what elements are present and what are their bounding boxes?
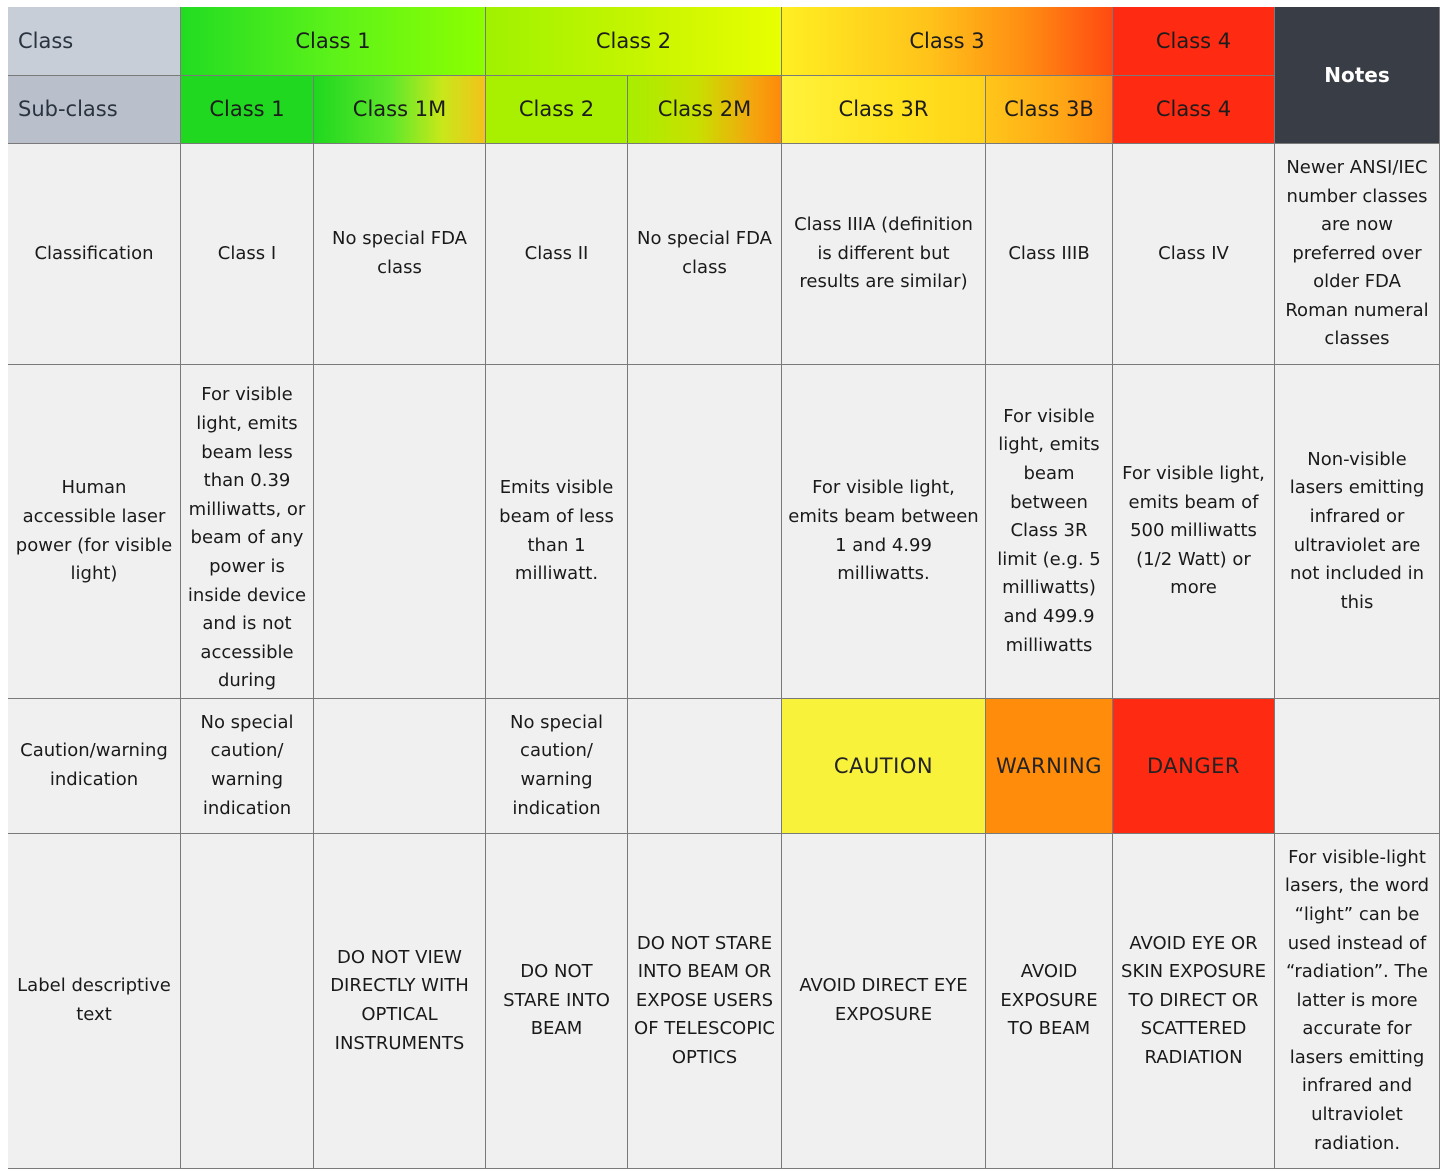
- warning-class2: No special caution/ warning indication: [486, 699, 628, 834]
- laser-class-table: [8, 7, 1440, 1169]
- warning-class2m: [628, 699, 782, 834]
- warning-class1: No special caution/ warning indication: [181, 699, 314, 834]
- subclass-1-header: Class 1: [181, 76, 314, 144]
- label-text-class1m: DO NOT VIEW DIRECTLY WITH OPTICAL INSTRUMENTS: [314, 834, 486, 1169]
- classification-class4: Class IV: [1113, 144, 1275, 365]
- class-3-header: Class 3: [782, 7, 1113, 76]
- warning-note: [1275, 699, 1440, 834]
- power-note: Non-visible lasers emitting infrared or ultraviolet are not included in this: [1275, 365, 1440, 699]
- subclass-3b-header: Class 3B: [986, 76, 1113, 144]
- label-text-class2m: DO NOT STARE INTO BEAM OR EXPOSE USERS OF TELESCOPIC OPTICS: [628, 834, 782, 1169]
- warning-class1m: [314, 699, 486, 834]
- label-text-note: For visible-light lasers, the word “light” can be used instead of “radiation”. The latter is more accurate for lasers emitting infrared and ultraviolet radiation.: [1275, 834, 1440, 1169]
- power-class2: Emits visible beam of less than 1 milliwatt.: [486, 365, 628, 699]
- label-text-class3r: AVOID DIRECT EYE EXPOSURE: [782, 834, 986, 1169]
- subclass-4-header: Class 4: [1113, 76, 1275, 144]
- class-row-label: Class: [8, 7, 181, 76]
- label-text-class3b: AVOID EXPOSURE TO BEAM: [986, 834, 1113, 1169]
- class-2-header: Class 2: [486, 7, 782, 76]
- power-class2m: [628, 365, 782, 699]
- class-4-header: Class 4: [1113, 7, 1275, 76]
- power-class3b: For visible light, emits beam between Class 3R limit (e.g. 5 milliwatts) and 499.9 milliwatts: [986, 365, 1113, 699]
- classification-class1m: No special FDA class: [314, 144, 486, 365]
- power-class1m: [314, 365, 486, 699]
- caution-badge: CAUTION: [782, 699, 986, 834]
- classification-class1: Class I: [181, 144, 314, 365]
- warning-label: Caution/warning indication: [8, 699, 181, 834]
- classification-class3r: Class IIIA (definition is different but results are similar): [782, 144, 986, 365]
- label-text-class4: AVOID EYE OR SKIN EXPOSURE TO DIRECT OR SCATTERED RADIATION: [1113, 834, 1275, 1169]
- danger-badge: DANGER: [1113, 699, 1275, 834]
- subclass-2m-header: Class 2M: [628, 76, 782, 144]
- power-class4: For visible light, emits beam of 500 milliwatts (1/2 Watt) or more: [1113, 365, 1275, 699]
- classification-class3b: Class IIIB: [986, 144, 1113, 365]
- subclass-1m-header: Class 1M: [314, 76, 486, 144]
- power-label: Human accessible laser power (for visible light): [8, 365, 181, 699]
- subclass-3r-header: Class 3R: [782, 76, 986, 144]
- classification-class2m: No special FDA class: [628, 144, 782, 365]
- label-text-class1: [181, 834, 314, 1169]
- label-text-label: Label descriptive text: [8, 834, 181, 1169]
- classification-label: Classification: [8, 144, 181, 365]
- classification-note: Newer ANSI/IEC number classes are now preferred over older FDA Roman numeral classes: [1275, 144, 1440, 365]
- power-class3r: For visible light, emits beam between 1 and 4.99 milliwatts.: [782, 365, 986, 699]
- label-text-class2: DO NOT STARE INTO BEAM: [486, 834, 628, 1169]
- class-1-header: Class 1: [181, 7, 486, 76]
- power-class1: For visible light, emits beam less than 0.39 milliwatts, or beam of any power is inside device and is not accessible during: [181, 365, 314, 699]
- subclass-row-label: Sub-class: [8, 76, 181, 144]
- warning-badge: WARNING: [986, 699, 1113, 834]
- classification-class2: Class II: [486, 144, 628, 365]
- notes-header: Notes: [1275, 7, 1440, 144]
- subclass-2-header: Class 2: [486, 76, 628, 144]
